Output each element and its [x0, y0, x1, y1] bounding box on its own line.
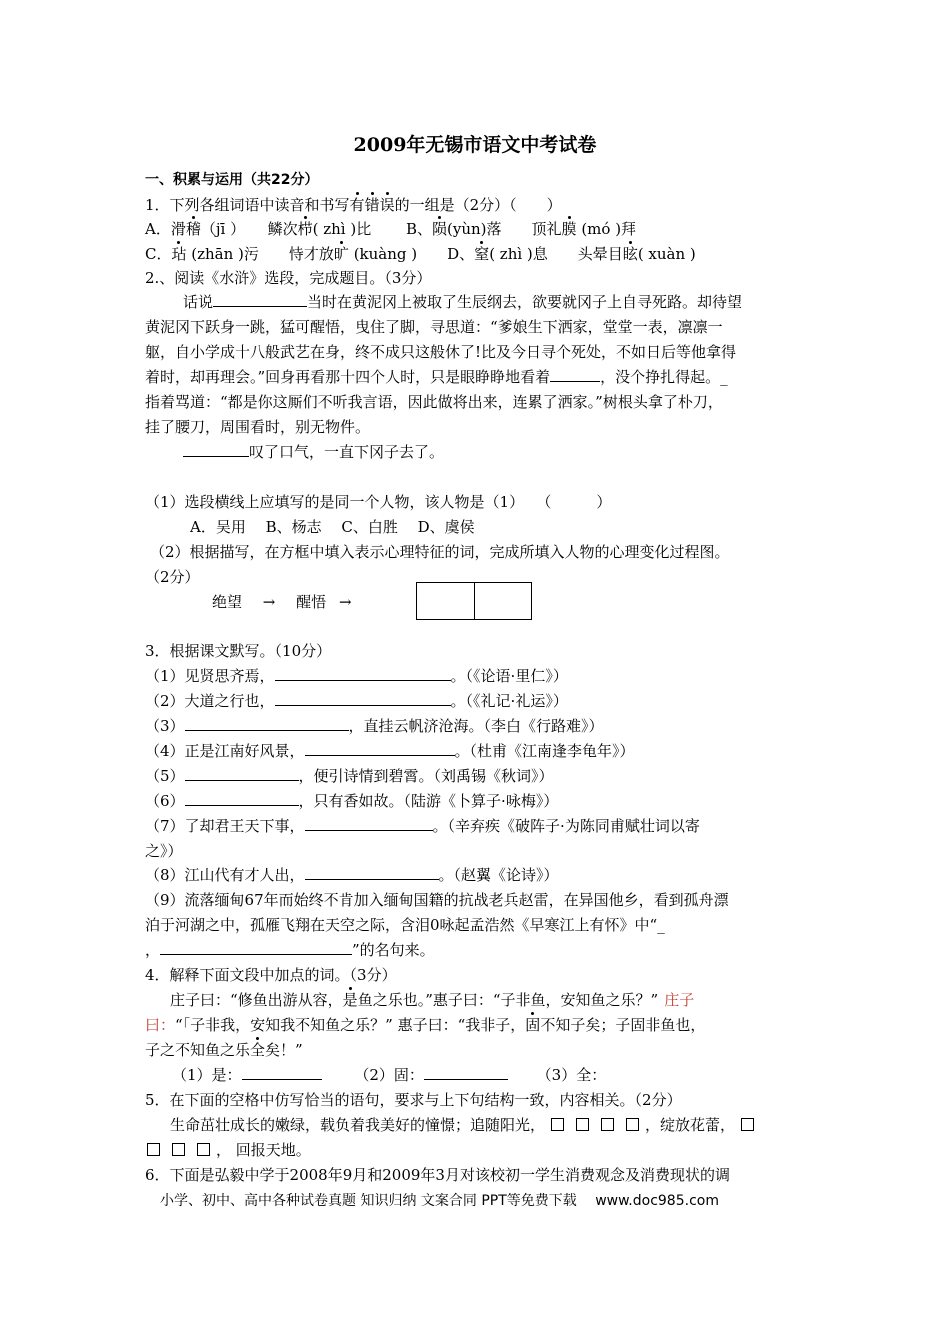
q2-sub1-options: A．吴用 B、杨志 C、白胜 D、虞侯 [190, 518, 475, 536]
q2-passage-line: 挂了腰刀，周围看时，别无物件。 [145, 418, 371, 436]
q4-text-line: 庄子曰：“修鱼出游从容，是鱼之乐也。”惠子曰：“子非鱼，安知鱼之乐？” 庄子 [170, 991, 695, 1009]
q4-text-line: 曰：“「子非我，安知我不知鱼之乐？” 惠子曰：“我非子，固不知子矣；子固非鱼也， [145, 1016, 706, 1034]
q1-option-cd: C．玷 (zhān )污 恃才放旷 (kuàng ) D、窒( zhì )息 头晕目眩( xuàn ) [145, 245, 696, 263]
fill-blank [305, 740, 455, 756]
q3-line: （8）江山代有才人出， 。（赵翼《论诗》） [145, 866, 559, 884]
q3-line: （9）流落缅甸67年而始终不肯加入缅甸国籍的抗战老兵赵雷，在异国他乡，看到孤舟漂 [145, 891, 729, 909]
q5-text-line: ， 回报天地。 [145, 1139, 311, 1161]
q2-passage-line: 指着骂道：“都是你这厮们不听我言语，因此做将出来，连累了洒家。”树根头拿了朴刀， [145, 393, 723, 411]
q3-line: （2）大道之行也， 。（《礼记·礼运》） [145, 692, 568, 710]
fill-blank [275, 690, 451, 706]
fill-blank [305, 815, 433, 831]
arrow-icon: → [338, 593, 352, 611]
q1-option-ab: A．滑稽（jī ） 鳞次栉( zhì )比 B、陨(yùn)落 顶礼膜 (mó )拜 [145, 220, 637, 238]
q5-stem: 5．在下面的空格中仿写恰当的语句，要求与上下句结构一致，内容相关。（2分） [145, 1091, 682, 1109]
q2-passage-line: 话说 当时在黄泥冈上被取了生辰纲去，欲要就冈子上自寻死路。却待望 [183, 293, 743, 311]
q4-text-line: 子之不知鱼之乐全矣！” [145, 1041, 303, 1059]
flow-step: 绝望 [212, 593, 243, 611]
q3-line: （3） ，直挂云帆济沧海。（李白《行路难》） [145, 717, 604, 735]
fill-blank [275, 665, 451, 681]
answer-box [474, 583, 532, 619]
fill-blank [183, 441, 249, 457]
q2-sub2: （2）根据描写，在方框中填入表示心理特征的词，完成所填入人物的心理变化过程图。 [150, 543, 730, 561]
fill-blank [550, 366, 600, 382]
q6-stem: 6．下面是弘毅中学于2008年9月和2009年3月对该校初一学生消费观念及消费现状的调 [145, 1166, 730, 1184]
q1-stem: 1．下列各组词语中读音和书写有错误的一组是（2分）（ ） [145, 196, 562, 214]
q3-line: （5） ，便引诗情到碧霄。（刘禹锡《秋词》） [145, 767, 554, 785]
page-title: 2009年无锡市语文中考试卷 [353, 134, 597, 156]
q2-passage-line: 躯，自小学成十八般武艺在身，终不成只这般休了!比及今日寻个死处，不如日后等他拿得 [145, 343, 737, 361]
q3-line: （6） ，只有香如故。（陆游《卜算子·咏梅》） [145, 792, 559, 810]
q3-line: 之》） [145, 842, 183, 860]
fill-blank [185, 790, 299, 806]
q3-line: ， ”的名句来。 [145, 941, 435, 959]
q5-text-line: 生命茁壮成长的嫩绿，载负着我美好的憧憬；追随阳光， ，绽放花蕾， [170, 1114, 760, 1136]
answer-box [417, 583, 474, 619]
q3-line: （1）见贤思齐焉， 。（《论语·里仁》） [145, 667, 568, 685]
q2-passage-line: 黄泥冈下跃身一跳，猛可醒悟，曳住了脚，寻思道：“爹娘生下洒家，堂堂一表，凛凛一 [145, 318, 723, 336]
q2-sub2-score: （2分） [145, 568, 200, 586]
q3-stem: 3．根据课文默写。（10分） [145, 642, 332, 660]
q4-answers: （1）是： （2）固： （3）全： [172, 1066, 607, 1084]
q4-stem: 4．解释下面文段中加点的词。（3分） [145, 966, 397, 984]
footer-banner: 小学、初中、高中各种试卷真题 知识归纳 文案合同 PPT等免费下载 www.doc985.com [160, 1193, 719, 1209]
fill-blank [185, 765, 299, 781]
q3-line: （7）了却君王天下事， 。（辛弃疾《破阵子·为陈同甫赋壮词以寄 [145, 817, 700, 835]
q2-passage-line: 叹了口气，一直下冈子去了。 [183, 441, 444, 463]
arrow-icon: → [262, 593, 276, 611]
q3-line: 泊于河湖之中，孤雁飞翔在天空之际，含泪0咏起孟浩然《早寒江上有怀》中“_ [145, 916, 665, 934]
q2-passage-line: 着时，却再理会。”回身再看那十四个人时，只是眼睁睁地看着 ，没个挣扎得起。_ [145, 368, 728, 386]
q2-sub1: （1）选段横线上应填写的是同一个人物，该人物是（1） （ ） [145, 493, 612, 511]
answer-boxes [416, 582, 532, 620]
fill-blank [213, 291, 307, 307]
fill-blank [242, 1064, 322, 1080]
fill-blank [305, 864, 439, 880]
section-heading: 一、积累与运用（共22分） [145, 172, 319, 188]
q2-stem: 2.、阅读《水浒》选段，完成题目。（3分） [145, 269, 432, 287]
fill-blank [185, 715, 349, 731]
flow-diagram [212, 591, 352, 613]
flow-step: 醒悟 [296, 593, 327, 611]
fill-blank [160, 939, 352, 955]
q3-line: （4）正是江南好风景， 。（杜甫《江南逢李龟年》） [145, 742, 635, 760]
fill-blank [424, 1064, 508, 1080]
